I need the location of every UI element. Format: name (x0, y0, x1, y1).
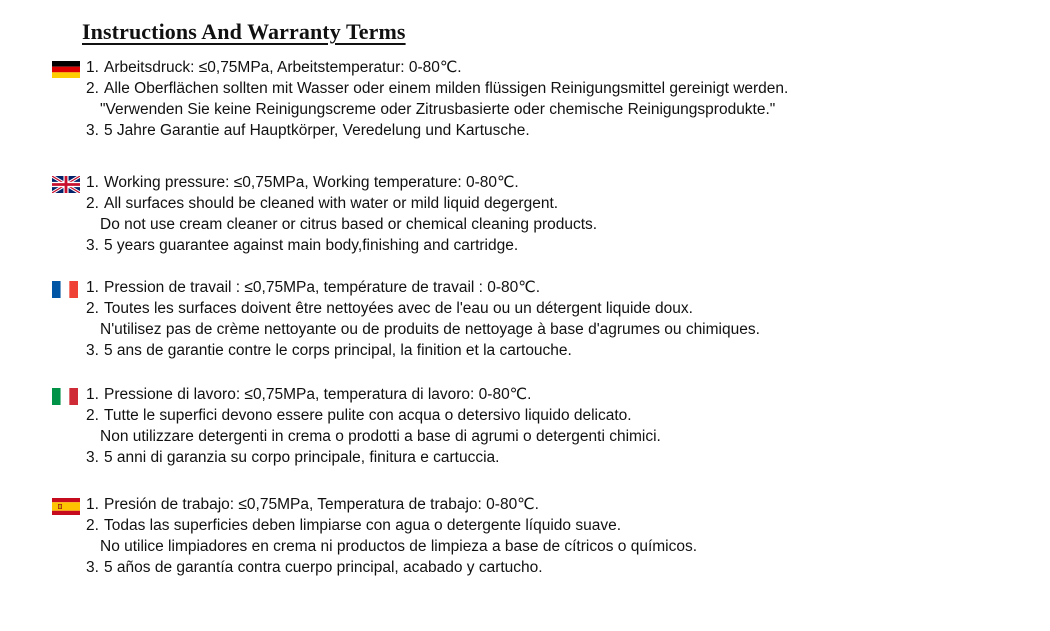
item-number: 3. (86, 559, 99, 576)
instruction-line-2-cont: No utilice limpiadores en crema ni productos de limpieza a base de cítricos o químicos. (100, 538, 698, 555)
instruction-text: 5 ans de garantie contre le corps principal, la finition et la cartouche. (104, 342, 572, 359)
item-number: 1. (86, 496, 99, 513)
instruction-line-2-cont: Non utilizzare detergenti in crema o prodotti a base di agrumi o detergenti chimici. (100, 428, 661, 445)
france-flag-icon (52, 281, 78, 298)
italy-flag-icon (52, 388, 78, 405)
instruction-line-1 (86, 495, 539, 515)
item-number: 3. (86, 237, 99, 254)
instruction-text: Todas las superficies deben limpiarse con agua o detergente líquido suave. (104, 517, 621, 534)
item-number: 3. (86, 342, 99, 359)
instruction-line-2-cont: Do not use cream cleaner or citrus based or chemical cleaning products. (100, 216, 598, 233)
instruction-line-3 (86, 341, 572, 361)
item-number: 1. (86, 279, 99, 296)
instruction-text: 5 años de garantía contra cuerpo principal, acabado y cartucho. (104, 559, 543, 576)
instruction-text: Pression de travail : ≤0,75MPa, température de travail : 0-80℃. (104, 279, 541, 296)
instruction-line-1 (86, 173, 519, 193)
document-title: Instructions And Warranty Terms (82, 19, 406, 44)
instruction-line-2 (86, 299, 693, 319)
item-number: 3. (86, 449, 99, 466)
item-number: 2. (86, 517, 99, 534)
uk-flag-icon (52, 176, 80, 193)
instruction-text: All surfaces should be cleaned with water or mild liquid degergent. (104, 195, 559, 212)
instruction-text: 5 anni di garanzia su corpo principale, finitura e cartuccia. (104, 449, 500, 466)
instruction-line-2 (86, 406, 632, 426)
item-number: 2. (86, 80, 99, 97)
instruction-line-2 (86, 194, 558, 214)
spain-flag-icon (52, 498, 80, 515)
instruction-line-1 (86, 385, 531, 405)
item-number: 2. (86, 300, 99, 317)
instruction-line-2 (86, 516, 621, 536)
instruction-line-2 (86, 79, 788, 99)
instruction-line-2-cont: "Verwenden Sie keine Reinigungscreme oder Zitrusbasierte oder chemische Reinigungsprodukte." (100, 101, 776, 118)
instruction-text: Toutes les surfaces doivent être nettoyées avec de l'eau ou un détergent liquide doux. (104, 300, 693, 317)
item-number: 3. (86, 122, 99, 139)
instruction-line-1 (86, 278, 540, 298)
instruction-text: Presión de trabajo: ≤0,75MPa, Temperatura de trabajo: 0-80℃. (104, 496, 539, 513)
instruction-text: Working pressure: ≤0,75MPa, Working temperature: 0-80℃. (104, 174, 519, 191)
instruction-line-2-cont: N'utilisez pas de crème nettoyante ou de produits de nettoyage à base d'agrumes ou chimiques. (100, 321, 760, 338)
instruction-line-3 (86, 121, 530, 141)
item-number: 1. (86, 59, 99, 76)
instruction-line-3 (86, 236, 518, 256)
instruction-line-3 (86, 558, 543, 578)
item-number: 2. (86, 407, 99, 424)
germany-flag-icon (52, 61, 80, 78)
instruction-text: Pressione di lavoro: ≤0,75MPa, temperatura di lavoro: 0-80℃. (104, 386, 532, 403)
item-number: 1. (86, 174, 99, 191)
instruction-text: 5 Jahre Garantie auf Hauptkörper, Veredelung und Kartusche. (104, 122, 530, 139)
item-number: 1. (86, 386, 99, 403)
instruction-text: Alle Oberflächen sollten mit Wasser oder einem milden flüssigen Reinigungsmittel gereinigt werden. (104, 80, 789, 97)
item-number: 2. (86, 195, 99, 212)
instruction-text: Arbeitsdruck: ≤0,75MPa, Arbeitstemperatur: 0-80℃. (104, 59, 462, 76)
instruction-text: 5 years guarantee against main body,finishing and cartridge. (104, 237, 519, 254)
instruction-line-3 (86, 448, 499, 468)
instruction-text: Tutte le superfici devono essere pulite con acqua o detersivo liquido delicato. (104, 407, 632, 424)
instruction-line-1 (86, 58, 462, 78)
